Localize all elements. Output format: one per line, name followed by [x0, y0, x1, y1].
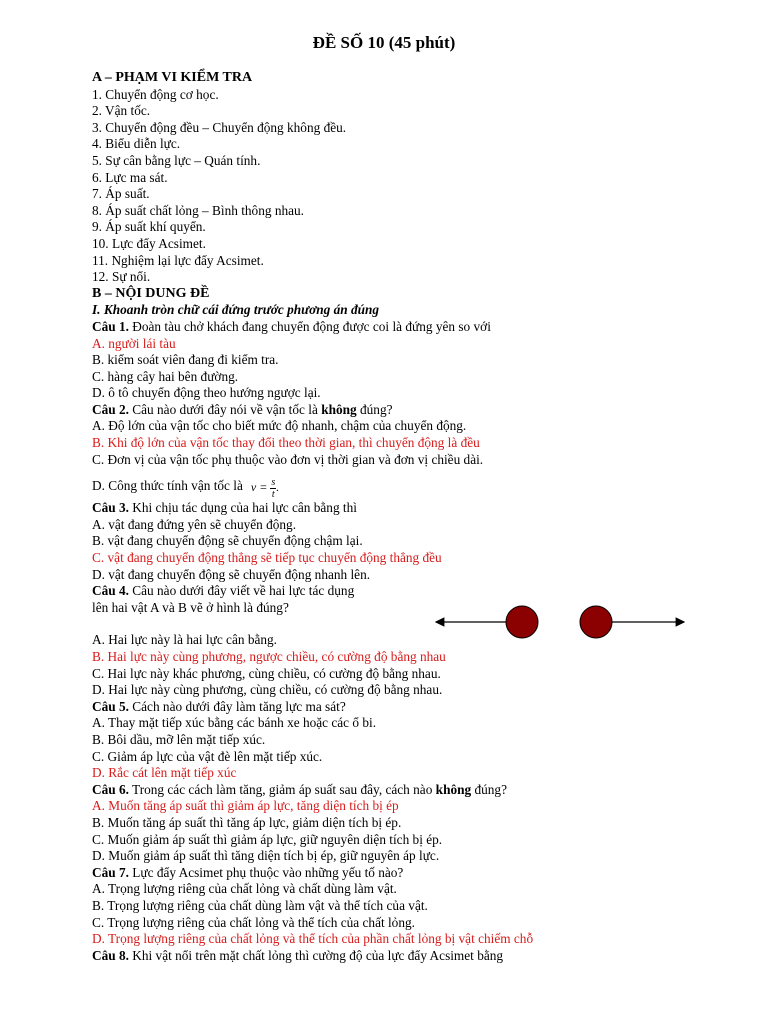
scope-item: 7. Áp suất.	[92, 186, 150, 202]
velocity-formula	[251, 473, 279, 501]
instruction: I. Khoanh tròn chữ cái đứng trước phương án đúng	[92, 302, 380, 318]
option-b: B. Trọng lượng riêng của chất dùng làm vật và thể tích của vật.	[92, 897, 428, 913]
object-a-ball	[506, 606, 538, 638]
option-b-correct: B. Hai lực này cùng phương, ngược chiều, có cường độ bằng nhau	[92, 649, 446, 664]
option-a: A. vật đang đứng yên sẽ chuyển động.	[92, 516, 297, 532]
option-c: C. Hai lực này khác phương, cùng chiều, có cường độ bằng nhau.	[92, 665, 441, 681]
scope-item: 1. Chuyển động cơ học.	[92, 86, 219, 102]
section-b-heading: B – NỘI DUNG ĐỀ	[92, 285, 210, 301]
question-4-cont: lên hai vật A và B vẽ ở hình là đúng?	[92, 599, 289, 615]
option-c: C. Muốn giảm áp suất thì giảm áp lực, giữ nguyên diện tích bị ép.	[92, 831, 443, 847]
option-b: B. Bôi dầu, mỡ lên mặt tiếp xúc.	[92, 731, 266, 747]
question-text: Lực đẩy Acsimet phụ thuộc vào những yếu tố nào?	[128, 864, 404, 880]
scope-item: 2. Vận tốc.	[92, 103, 151, 119]
question-1	[92, 319, 752, 336]
question-text: Khi chịu tác dụng của hai lực cân bằng thì	[128, 500, 357, 516]
option-b: B. Muốn tăng áp suất thì tăng áp lực, giảm diện tích bị ép.	[92, 814, 402, 830]
option-c: C. Đơn vị của vận tốc phụ thuộc vào đơn vị thời gian và đơn vị chiều dài.	[92, 451, 484, 467]
force-diagram	[432, 600, 688, 644]
formula-period: .	[276, 480, 280, 495]
formula-numerator: s	[271, 476, 276, 488]
option-a: A. Thay mặt tiếp xúc bằng các bánh xe hoặc các ổ bi.	[92, 715, 377, 731]
option-a: A. Trọng lượng riêng của chất lỏng và chất dùng làm vật.	[92, 881, 397, 897]
scope-item: 10. Lực đẩy Acsimet.	[92, 235, 206, 251]
option-a: A. Hai lực này là hai lực cân bằng.	[92, 632, 277, 648]
question-8	[92, 948, 752, 965]
question-text-end: đúng?	[471, 781, 507, 797]
question-7	[92, 865, 752, 882]
option-c: C. Trọng lượng riêng của chất lỏng và thể tích của chất lỏng.	[92, 914, 415, 930]
option-c: C. hàng cây hai bên đường.	[92, 368, 239, 384]
question-3	[92, 500, 752, 517]
exam-title: ĐỀ SỐ 10 (45 phút)	[312, 33, 456, 52]
question-4	[92, 583, 752, 600]
option-a-correct: A. Muốn tăng áp suất thì giảm áp lực, tăng diện tích bị ép	[92, 798, 399, 814]
question-text: Câu nào dưới đây viết về hai lực tác dụng	[128, 583, 355, 599]
question-2	[92, 402, 752, 419]
exam-content	[92, 70, 752, 964]
scope-item: 6. Lực ma sát.	[92, 169, 168, 185]
option-a-correct: A. người lái tàu	[92, 335, 176, 351]
question-emphasis: không	[321, 401, 357, 417]
question-text: Cách nào dưới đây làm tăng lực ma sát?	[128, 698, 346, 714]
option-d: D. vật đang chuyển động sẽ chuyển động nhanh lên.	[92, 566, 371, 582]
question-emphasis: không	[435, 781, 472, 797]
question-label: Câu 4.	[92, 583, 129, 599]
scope-item: 9. Áp suất khí quyển.	[92, 219, 206, 235]
option-d: D. Muốn giảm áp suất thì tăng diện tích bị ép, giữ nguyên áp lực.	[92, 848, 440, 864]
question-label: Câu 7.	[92, 864, 129, 880]
formula-v: v	[250, 480, 257, 495]
scope-item: 11. Nghiệm lại lực đẩy Acsimet.	[92, 252, 264, 268]
option-d-text: D. Công thức tính vận tốc là	[92, 478, 243, 494]
question-label: Câu 2.	[92, 401, 129, 417]
option-d: D. ô tô chuyển động theo hướng ngược lại.	[92, 385, 321, 401]
scope-item: 3. Chuyển động đều – Chuyển động không đều.	[92, 119, 347, 135]
option-c-correct: C. vật đang chuyển động thẳng sẽ tiếp tục chuyển động thẳng đều	[92, 550, 442, 566]
question-label: Câu 3.	[92, 500, 129, 516]
formula-equals: =	[256, 480, 271, 495]
scope-item: 12. Sự nổi.	[92, 269, 151, 285]
option-c: C. Giảm áp lực của vật đè lên mặt tiếp xúc.	[92, 748, 323, 764]
option-d	[92, 472, 752, 500]
scope-item: 8. Áp suất chất lỏng – Bình thông nhau.	[92, 202, 304, 218]
question-text: Đoàn tàu chở khách đang chuyển động được coi là đứng yên so với	[128, 318, 491, 334]
formula-denominator: t	[271, 488, 275, 500]
question-label: Câu 6.	[92, 781, 129, 797]
question-text: Khi vật nổi trên mặt chất lỏng thì cường độ của lực đẩy Acsimet bằng	[128, 947, 504, 963]
question-5	[92, 699, 752, 716]
scope-item: 4. Biểu diễn lực.	[92, 136, 181, 152]
option-b: B. kiểm soát viên đang đi kiểm tra.	[92, 352, 279, 368]
section-a-heading: A – PHẠM VI KIỂM TRA	[92, 70, 253, 85]
scope-item: 5. Sự cân bằng lực – Quán tính.	[92, 152, 261, 168]
option-b: B. vật đang chuyển động sẽ chuyển động chậm lại.	[92, 533, 363, 549]
option-d: D. Hai lực này cùng phương, cùng chiều, có cường độ bằng nhau.	[92, 682, 443, 698]
question-6	[92, 782, 752, 799]
option-a: A. Độ lớn của vận tốc cho biết mức độ nhanh, chậm của chuyển động.	[92, 418, 467, 434]
question-text-end: đúng?	[356, 401, 393, 417]
object-b-ball	[580, 606, 612, 638]
option-d-correct: D. Rắc cát lên mặt tiếp xúc	[92, 765, 237, 781]
question-text: Trong các cách làm tăng, giảm áp suất sau đây, cách nào	[128, 781, 436, 797]
option-b-correct: B. Khi độ lớn của vận tốc thay đổi theo thời gian, thì chuyển động là đều	[92, 435, 480, 451]
question-label: Câu 5.	[92, 698, 129, 714]
question-text: Câu nào dưới đây nói về vận tốc là	[128, 401, 322, 417]
question-label: Câu 8.	[92, 947, 129, 963]
option-d-correct: D. Trọng lượng riêng của chất lỏng và thể tích của phần chất lỏng bị vật chiếm chỗ	[92, 931, 534, 947]
question-label: Câu 1.	[92, 318, 129, 334]
